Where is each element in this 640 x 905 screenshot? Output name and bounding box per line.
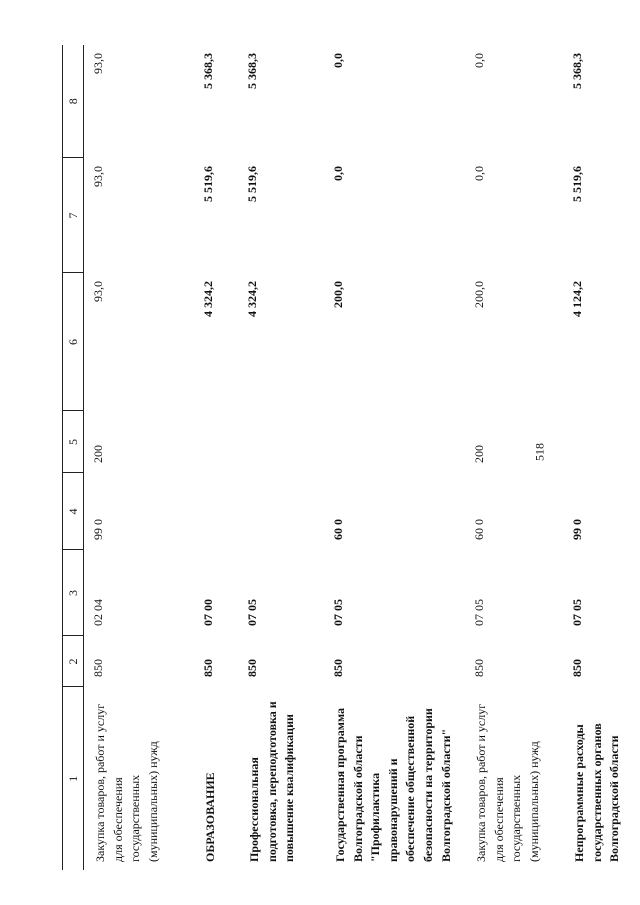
table-row (84, 45, 195, 870)
cell-program: 60 0 (331, 519, 345, 540)
cell-amount-col7: 5 519,6 (201, 166, 215, 202)
cell-amount-col8: 93,0 (91, 53, 105, 74)
cell-amount-col6: 200,0 (472, 281, 487, 308)
cell-amount-col8: 5 368,3 (201, 53, 215, 89)
cell-expense-type (194, 411, 238, 473)
cell-section: 07 05 (570, 599, 585, 626)
table-row (194, 45, 238, 870)
cell-amount-col6: 4 324,2 (245, 281, 259, 317)
row-name: ОБРАЗОВАНИЕ (203, 772, 217, 862)
table-header-row (63, 45, 84, 870)
cell-amount-col7: 5 519,6 (245, 166, 259, 202)
cell-program (238, 473, 324, 550)
cell-amount-col7: 5 519,6 (570, 166, 585, 202)
cell-ministry: 850 (201, 659, 215, 677)
cell-section: 07 05 (245, 599, 259, 626)
column-header: 8 (63, 45, 84, 158)
row-name: Закупка товаров, работ и услуг для обеспечения государственных (муниципальных) нужд (93, 703, 160, 862)
cell-ministry: 850 (472, 659, 487, 677)
cell-expense-type (563, 411, 640, 473)
column-header: 5 (63, 411, 84, 473)
cell-section: 02 04 (91, 599, 105, 626)
column-header: 2 (63, 636, 84, 687)
table-row (238, 45, 324, 870)
cell-expense-type (324, 411, 465, 473)
cell-amount-col7: 0,0 (472, 166, 487, 181)
column-header: 1 (63, 687, 84, 870)
row-name: Государственная программа Волгоградской области "Профилактика правонарушений и обеспечение общественной безопасности на территории Волгоградской области" (333, 707, 453, 862)
cell-program: 99 0 (91, 519, 105, 540)
cell-amount-col6: 4 324,2 (201, 281, 215, 317)
cell-program: 99 0 (570, 519, 585, 540)
cell-amount-col6: 93,0 (91, 281, 105, 302)
table-row (324, 45, 465, 870)
cell-section: 07 05 (472, 599, 487, 626)
cell-program: 60 0 (472, 519, 487, 540)
cell-amount-col8: 5 368,3 (245, 53, 259, 89)
cell-section: 07 00 (201, 599, 215, 626)
row-name: Профессиональная подготовка, переподготовка и повышение квалификации (247, 701, 297, 862)
page-number: 518 (532, 443, 547, 461)
cell-amount-col7: 93,0 (91, 166, 105, 187)
cell-expense-type: 200 (91, 445, 105, 463)
cell-amount-col8: 5 368,3 (570, 53, 585, 89)
cell-amount-col8: 0,0 (472, 53, 487, 68)
row-name: Непрограммные расходы государственных органов Волгоградской области (572, 723, 622, 862)
cell-ministry: 850 (245, 659, 259, 677)
cell-ministry: 850 (91, 659, 105, 677)
cell-amount-col6: 4 124,2 (570, 281, 585, 317)
cell-amount-col6: 200,0 (331, 281, 345, 308)
cell-amount-col7: 0,0 (331, 166, 345, 181)
row-name: Закупка товаров, работ и услуг для обеспечения государственных (муниципальных) нужд (474, 703, 541, 862)
cell-ministry: 850 (570, 659, 585, 677)
cell-program (194, 473, 238, 550)
cell-expense-type (238, 411, 324, 473)
column-header: 7 (63, 158, 84, 273)
cell-amount-col8: 0,0 (331, 53, 345, 68)
table-row (465, 45, 563, 870)
cell-ministry: 850 (331, 659, 345, 677)
column-header: 3 (63, 550, 84, 636)
cell-expense-type: 200 (472, 445, 487, 463)
cell-section: 07 05 (331, 599, 345, 626)
table-row (563, 45, 640, 870)
rotated-page-content (62, 45, 640, 870)
column-header: 6 (63, 273, 84, 411)
budget-table (62, 45, 640, 870)
column-header: 4 (63, 473, 84, 550)
